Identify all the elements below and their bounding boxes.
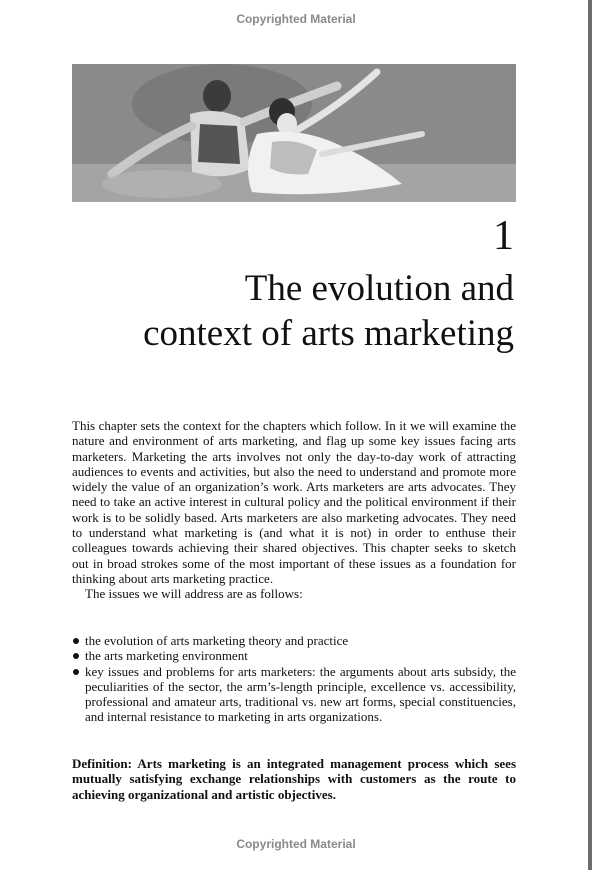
chapter-title-line-2: context of arts marketing [143, 313, 514, 354]
watermark-bottom: Copyrighted Material [236, 837, 356, 851]
intro-paragraph: This chapter sets the context for the chapters which follow. In it we will examine the nature and environment of arts marketing, and flag up some key issues facing arts marketers. Marketing the arts involves not only the day-to-day work of attracting audiences to events and activities, but also the need to understand and promote more widely the value of an organization’s work. Arts marketers are arts advocates. They need to take an active interest in cultural policy and the political environment if their work is to be solidly based. Arts marketers are also marketing advocates. They need to understand what marketing is (and what it is not) in order to enthuse their colleagues towards achieving their shared objectives. This chapter seeks to sketch out in broad strokes some of the most important of these issues as a foundation for thinking about arts marketing practice. [72, 418, 516, 586]
list-item-text: key issues and problems for arts marketers: the arguments about arts subsidy, the peculiarities of the sector, the arm’s-length principle, excellence vs. accessibility, professional and amateur arts, traditional vs. new art forms, special constituencies, and internal resistance to marketing in arts organizations. [85, 663, 516, 725]
bullet-icon [73, 653, 79, 659]
chapter-number: 1 [493, 213, 514, 259]
issues-list [72, 633, 516, 725]
definition-text: Definition: Arts marketing is an integrated management process which sees mutually satisfying exchange relationships with customers as the route to achieving organizational and artistic objectives. [72, 756, 516, 802]
bullet-icon [73, 638, 79, 644]
list-item [72, 633, 516, 648]
bullet-icon [73, 669, 79, 675]
list-item [72, 664, 516, 725]
ballet-dancers-photo [72, 64, 516, 202]
issues-lead-in: The issues we will address are as follows: [85, 586, 303, 602]
chapter-title-line-1: The evolution and [244, 268, 514, 309]
list-item [72, 648, 516, 663]
intro-text [72, 418, 516, 602]
chapter-title [54, 266, 514, 356]
watermark-top: Copyrighted Material [236, 12, 356, 26]
list-item-text: the evolution of arts marketing theory and practice [85, 633, 349, 648]
list-item-text: the arts marketing environment [85, 648, 248, 664]
page-edge-shadow [588, 0, 592, 870]
